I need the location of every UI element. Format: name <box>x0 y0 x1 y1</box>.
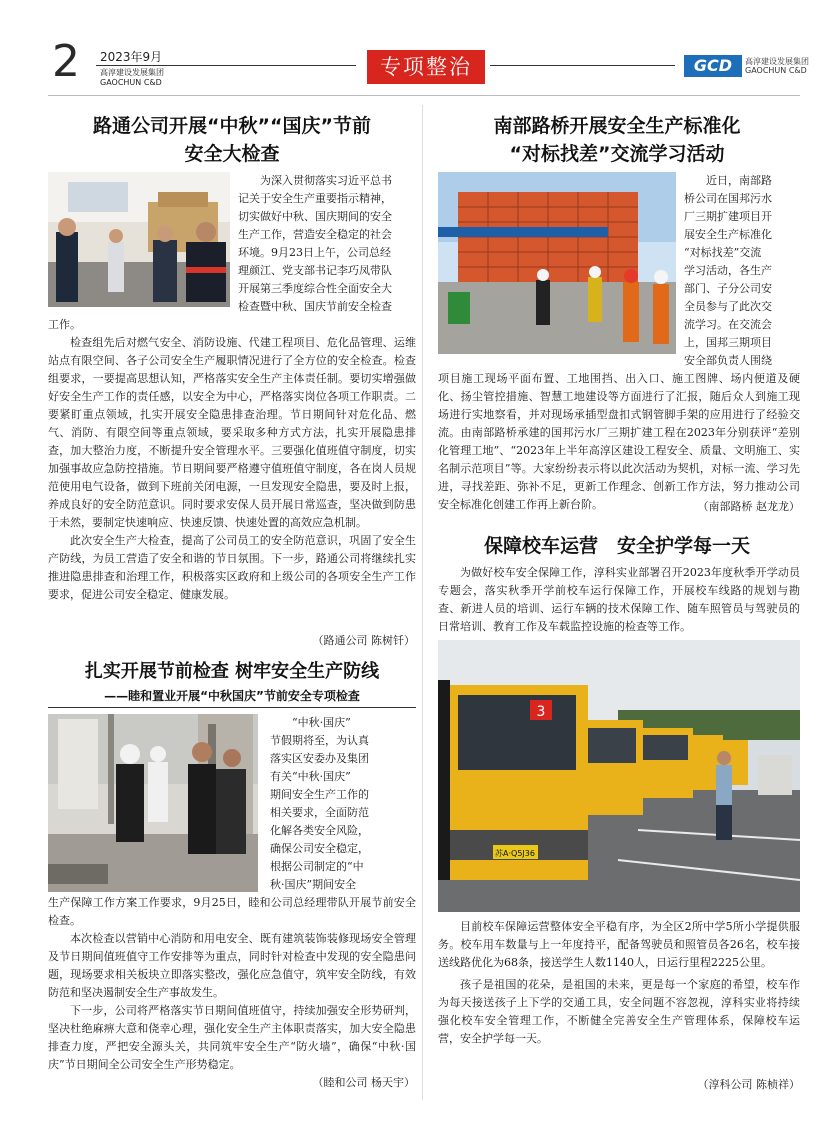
article4-photo <box>438 640 800 912</box>
article1-signature: （路通公司 陈树钎） <box>312 634 415 647</box>
article3-signature: （南部路桥 赵龙龙） <box>697 500 800 513</box>
article2-intro-line: 相关要求，全面防范 <box>270 806 369 819</box>
article3-title <box>432 112 802 168</box>
article2-intro-line: 落实区安委办及集团 <box>270 752 369 765</box>
issue-date: 2023年9月 <box>100 50 163 64</box>
article2-intro-line: “中秋·国庆” <box>292 716 351 729</box>
article2-intro-line: 化解各类安全风险， <box>270 824 369 837</box>
article1-intro-line: 生产工作，营造安全稳定的社会 <box>238 228 392 241</box>
section-title: 专项整治 <box>367 50 485 84</box>
article4-paragraph: 为做好校车安全保障工作，淳科实业部署召开2023年度秋季开学动员专题会，落实秋季开学前校车运行保障工作，开展校车线路的规划与勘查、新进人员的培训、运行车辆的技术保障工作、随车照管员与驾驶员的日常培训、教育工作及车载监控设施的检查等工作。 <box>438 566 800 633</box>
article3-intro-line: 部门、子分公司安 <box>684 282 772 295</box>
article4-paragraph: 目前校车保障运营整体安全平稳有序，为全区2所中学5所小学提供服务。校车用车数量与上一年度持平，配备驾驶员和照管员各26名，校车接送线路优化为68条，接送学生人数1140人，日运行里程2225公里。 <box>438 920 800 969</box>
article2-intro-line: 确保公司安全稳定， <box>270 842 369 855</box>
article3-intro-line: 上，国邦三期项目 <box>684 336 772 349</box>
article2-body <box>48 714 416 1074</box>
logo-caption-cn: 高淳建设发展集团 <box>745 57 809 66</box>
bus-number: 3 <box>536 704 546 720</box>
article1-title-line1: 路通公司开展“中秋”“国庆”节前 <box>93 115 371 137</box>
article3-title-line2: “对标找差”交流学习活动 <box>509 143 725 165</box>
header-rule-right <box>490 65 675 66</box>
article1-body <box>48 172 416 604</box>
article1-paragraph: 此次安全生产大检查，提高了公司员工的安全防范意识，巩固了安全生产防线，为员工营造了安全和谐的节日氛围。下一步，路通公司将继续扎实推进隐患排查和治理工作，积极落实区政府和上级公司的各项安全生产工作要求，促进公司安全稳定、健康发展。 <box>48 534 416 601</box>
article4-signature: （淳科公司 陈桢祥） <box>697 1078 800 1091</box>
article2-signature: （睦和公司 杨天宇） <box>312 1076 415 1089</box>
article3-intro-line: 近日，南部路 <box>706 174 772 187</box>
article3-intro-line: 厂三期扩建项目开 <box>684 210 772 223</box>
article3-intro-line: 全员参与了此次交 <box>684 300 772 313</box>
article1-intro-line: 切实做好中秋、国庆期间的安全 <box>238 210 392 223</box>
header-org <box>100 68 164 88</box>
page-number: 2 <box>52 36 80 87</box>
article3-intro-line: 安全部负责人围绕 <box>684 354 772 367</box>
column-divider <box>422 105 423 1100</box>
article2-paragraph: 本次检查以营销中心消防和用电安全、既有建筑装饰装修现场安全管理及节日期间值班值守工作安排等为重点，同时针对检查中发现的安全隐患问题，现场要求相关板块立即落实整改，强化应急值守，筑牢安全防线，有效防范和坚决遏制安全生产事故发生。 <box>48 932 416 999</box>
article1-intro-line: 环境。9月23日上午，公司总经 <box>238 246 391 259</box>
header-rule-left <box>96 65 356 66</box>
article1-intro-tail: 工作。 <box>48 318 81 331</box>
article2-intro-line: 根据公司制定的“中 <box>270 860 364 873</box>
article4-paragraph: 孩子是祖国的花朵，是祖国的未来，更是每一个家庭的希望，校车作为每天接送孩子上下学的交通工具，安全问题不容忽视，淳科实业将持续强化校车安全管理工作，不断健全完善安全生产管理体系，保障校车运营，安全护学每一天。 <box>438 978 800 1045</box>
article1-intro-line: 检查暨中秋、国庆节前安全检查 <box>238 300 392 313</box>
article3-body <box>438 172 800 514</box>
article4-title: 保障校车运营 安全护学每一天 <box>483 535 750 557</box>
article3-intro-line: “对标找差”交流 <box>684 246 762 259</box>
article1-intro-line: 理颜江、党支部书记李巧凤带队 <box>238 264 392 277</box>
article1-title-line2: 安全大检查 <box>184 143 280 165</box>
article4-body-top <box>438 564 800 636</box>
article4-body-bottom <box>438 918 800 1048</box>
gcd-logo: GCD <box>684 55 742 77</box>
article1-paragraph: 检查组先后对燃气安全、消防设施、代建工程项目、危化品管理、运维站点有限空间、各子公司安全生产履职情况进行了全方位的安全检查。检查组要求，一要提高思想认知，严格落实安全生产主体责任制。要切实增强做好安全生产工作的责任感，以安全为中心，严格落实岗位各项工作职责。二要紧盯重点领域，扎实开展安全隐患排查治理。节日期间针对危化品、燃气、消防、有限空间等重点领域，要采取多种方式方法，扎实开展隐患排查，加大整治力度，不断提升安全管理水平。三要强化值班值守制度，切实加强事故应急防控措施。节日期间要严格遵守值班值守制度，各在岗人员规范使用电气设备，做到下班前关闭电源，一旦发现安全隐患，要及时上报，养成良好的安全防范意识。同时要求安保人员开展日常巡查，坚决做到防患于未然，要制定快速响应、快速反馈、快速处置的高效应急机制。 <box>48 336 416 529</box>
article3-intro-line: 流学习。在交流会 <box>684 318 772 331</box>
article2-intro-line: 期间安全生产工作的 <box>270 788 369 801</box>
article2-subtitle: ——睦和置业开展“中秋国庆”节前安全专项检查 <box>104 689 360 703</box>
article2-paragraph: 下一步，公司将严格落实节日期间值班值守，持续加强安全形势研判，坚决杜绝麻痹大意和侥幸心理，强化安全生产主体职责落实，加大安全隐患排查力度，严把安全源头关，共同筑牢安全生产“防火墙”，确保“中秋·国庆”节日期间全公司安全生产形势稳定。 <box>48 1004 416 1071</box>
header-org-en: GAOCHUN C&D <box>100 78 162 87</box>
article1-intro-line: 记关于安全生产重要指示精神， <box>238 192 392 205</box>
article2-intro-line: 节假期将至，为认真 <box>270 734 369 747</box>
article3-intro-tail: 项目施工现场平面布置、工地围挡、出入口、施工图牌、场内便道及硬化、扬尘管控措施、智慧工地建设等方面进行了汇报，随后众人到施工现场进行实地察看，并对现场承插型盘扣式钢管脚手架的应用进行了经验交流。由南部路桥承建的国邦污水厂三期扩建工程在2023年分别获评“差别化管理工地”、“2023年上半年高淳区建设工程安全、质量、文明施工、实名制示范项目”等。大家纷纷表示将以此次活动为契机，对标一流、学习先进，寻找差距、弥补不足，更新工作理念、创新工作方法，努力推动公司安全标准化创建工作再上新台阶。 <box>438 372 800 511</box>
logo-caption-en: GAOCHUN C&D <box>745 66 807 75</box>
article2-title: 扎实开展节前检查 树牢安全生产防线 <box>84 661 380 682</box>
article2-intro-line: 秋·国庆”期间安全 <box>270 878 357 891</box>
article1-intro-line: 为深入贯彻落实习近平总书 <box>260 174 392 187</box>
logo-caption <box>745 57 809 75</box>
article3-intro-line: 展安全生产标准化 <box>684 228 772 241</box>
bus-plate: 苏A·Q5J36 <box>495 849 535 858</box>
article2-intro-line: 有关“中秋·国庆” <box>270 770 351 783</box>
article3-title-line1: 南部路桥开展安全生产标准化 <box>493 115 741 137</box>
header-org-cn: 高淳建设发展集团 <box>100 68 164 77</box>
article1-intro-line: 开展第三季度综合性全面安全大 <box>238 282 392 295</box>
header-divider <box>48 95 800 96</box>
article1-title <box>48 112 416 168</box>
article3-intro-line: 学习活动，各生产 <box>684 264 772 277</box>
article3-intro-line: 桥公司在国邦污水 <box>684 192 772 205</box>
article2-intro-tail: 生产保障工作方案工作要求，9月25日，睦和公司总经理带队开展节前安全检查。 <box>48 896 416 927</box>
article2-subtitle-rule <box>48 707 416 708</box>
